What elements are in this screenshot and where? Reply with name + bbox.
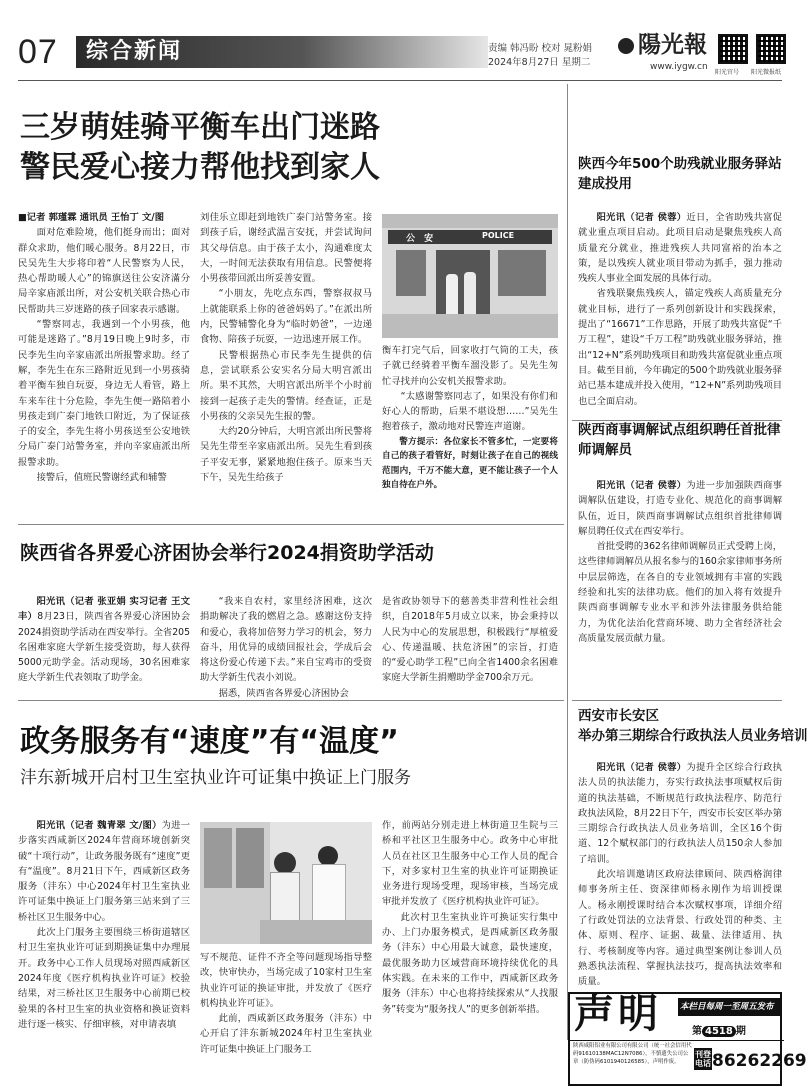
story2-paragraph: “我来自农村，家里经济困难，这次捐助解决了我的燃眉之急。感谢这份支持和爱心，我将加倍努力学习的机会，努力奋斗，用优异的成绩回报社会，学成后会将这份爱心传递下去。”来自宝鸡市的受资助大学新生代表小刘说。 [200, 596, 372, 684]
notice-phone-label: 刊登电话 [695, 1050, 711, 1068]
story1-byline: ■记者 郭瑾霖 通讯员 王怡丁 文/图 [18, 212, 164, 223]
story3-col1 [18, 818, 190, 1032]
police-sign-text-en: POLICE [482, 231, 515, 240]
side2-paragraph: 首批受聘的362名律师调解员正式受聘上岗，这些律师调解员从报名参与的160余家律师事务所中层层筛选，在各自的专业领域拥有丰富的实践经验和扎实的法律功底。他们的加入将有效提升陕西商事调解专业水平和涉外法律服务供给能力，为优化法治化营商环境、助力全省经济社会高质量发展贡献力量。 [578, 541, 782, 644]
story3-col2 [200, 950, 372, 1057]
story1-col3 [382, 343, 558, 493]
story1-paragraph: 刘佳乐立即赶到地铁广泰门站警务室。接到孩子后，谢经武温言安抚，并尝试询问其父母信息。由于孩子太小，沟通难度太大，一时间无法获取有用信息。民警便将小男孩带回派出所妥善安置。 [200, 212, 372, 285]
police-tip-label: 警方提示： [399, 436, 444, 447]
story3-subtitle: 沣东新城开启村卫生室执业许可证集中换证上门服务 [20, 768, 411, 788]
qr-code-icon [756, 34, 786, 64]
editors-line: 责编 韩冯盼 校对 晁粉娟 [488, 43, 593, 54]
clinic-service-photo [200, 822, 372, 944]
page-number: 07 [18, 33, 58, 71]
story1-paragraph: “小朋友，先吃点东西，警察叔叔马上就能联系上你的爸爸妈妈了。”在派出所内，民警辅警化身为“临时奶爸”，一边递食物、陪孩子玩耍，一边迅速开展工作。 [200, 288, 372, 346]
side1-paragraph: 省残联聚焦残疾人，锚定残疾人高质量充分就业目标，进行了一系列创新设计和实践探索，提出了“16671”工作思路，开展了助残共富促“千万工程”，建设“千万工程”助残就业服务驿站，推出“12+N”系列助残项目和助残共富促就业重点项目。截至目前，今年确定的500个助残就业服务驿站已基本建成并投入使用，“12+N”系列助残项目也已全面启动。 [578, 288, 782, 407]
story2-paragraph: 据悉，陕西省各界爱心济困协会 [218, 687, 349, 699]
side3-body [578, 760, 782, 989]
story1-paragraph: “太感谢警察同志了，如果没有你们和好心人的帮助，后果不堪设想……”吴先生抱着孩子，激动地对民警连声道谢。 [382, 390, 558, 433]
header-rule [18, 80, 782, 81]
story2-col3 [382, 594, 558, 686]
police-tip [382, 435, 558, 493]
story3-title: 政务服务有“速度”有“温度” [20, 724, 399, 759]
site-url[interactable]: www.iygw.cn [650, 62, 708, 72]
story1-title [20, 108, 560, 188]
side2-body [578, 478, 782, 646]
section-title: 综合新闻 [86, 39, 183, 64]
notice-issue [692, 1022, 746, 1037]
qr-label: 阳光微报纸 [751, 69, 782, 76]
side-rule [572, 700, 782, 701]
story3-lead: 为进一步落实西咸新区2024年营商环境创新突破“十项行动”，让政务服务既有“速度”更有“温度”。8月21日下午，西咸新区政务服务（沣东）中心2024年村卫生室执业许可证集中换证上门服务第三站来到了三桥社区卫生服务中心。 [18, 820, 190, 923]
story1-col2 [200, 210, 372, 485]
story2-col1 [18, 594, 190, 686]
story3-paragraph: 此次上门服务主要围绕三桥街道辖区村卫生室执业许可证到期换证集中办理展开。政务中心工作人员现场对照西咸新区2024年度《医疗机构执业许可证》校验结果，对三桥社区卫生服务中心前期已校验果的各村卫生室的执业资格和换证资料进行逐一核实、仔细审核，对申请表填 [18, 927, 190, 1030]
side3-lead: 为提升全区综合行政执法人员的执法能力，夯实行政执法事项赋权后街道的执法基础，不断规范行政执法程序、防范行政执法风险，8月22日下午，西安市长安区举办第三期综合行政执法人员业务培训，全区16个街道、12个赋权部门的行政执法人员150余人参加了培训。 [578, 762, 782, 865]
side2-paragraph [578, 478, 782, 539]
story3-paragraph: 此次村卫生室执业许可换证实行集中办、上门办服务模式，是西咸新区政务服务（沣东）中心用最大诚意，最快速度，最优服务助力区域营商环境持续优化的具体实践。在未来的工作中，西咸新区政务服务（沣东）中心也将持续探索从“人找服务”转变为“服务找人”的更多创新举措。 [382, 911, 558, 1015]
story3-byline: 阳光讯（记者 魏青翠 文/图） [36, 820, 162, 831]
side3-paragraph [578, 760, 782, 867]
story2-paragraph: 是省政协领导下的慈善类非营利性社会组织，自2018年5月成立以来，协会秉持以人民为中心的发展思想，积极践行“厚植爱心、传递温暖、扶危济困”的宗旨，打造的“爱心助学工程”已向全省1400余名困难家庭大学新生捐赠助学金700余万元。 [382, 596, 558, 684]
side3-title [578, 706, 808, 746]
story1-paragraph: 面对危难险境，他们挺身而出；面对群众求助，他们暖心服务。8月22日，市民吴先生大步将印着“人民警察为人民，热心帮助暖人心”的锦旗送往公安济滿分局辛家庙派出所，对公安机关联合热心市民帮助共三岁迷路的孩子回家表示感谢。 [18, 227, 190, 315]
notice-issue-no: 4518 [702, 1026, 736, 1037]
column-rule [567, 84, 568, 1040]
story3-col3 [382, 818, 558, 1017]
side1-byline: 阳光讯（记者 侯蓉） [596, 212, 687, 223]
side1-lead: 近日，全省助残共富促就业重点项目启动。此项目启动是聚焦残疾人高质量充分就业，推进残疾人共同富裕的治本之策，是以残疾人就业项目带动为抓手，强力推动残疾人事业全面发展的具体行动。 [578, 212, 782, 285]
story-rule [18, 700, 564, 701]
story1-title-line2: 警民爱心接力帮他找到家人 [20, 150, 380, 185]
side3-paragraph: 此次培训邀请区政府法律顾问、陕西格润律师事务所主任、资深律师杨永刚作为培训授课人。杨永刚授课时结合本次赋权事项，详细介绍了行政处罚法的立法背景、行政处罚的种类、主体、原则、程序、证据、裁量、法律适用、执行、考核制度等内容。通过典型案例让参训人员熟悉执法流程、掌握执法技巧，提高执法效率和质量。 [578, 869, 782, 988]
story-rule [18, 524, 564, 525]
notice-issue-prefix: 第 [692, 1026, 702, 1037]
story1-col1 [18, 210, 190, 485]
story3-paragraph: 写不规范、证件不齐全等问题现场指导整改，快审快办，当场完成了10家村卫生室执业许可证的换证审批，并发放了《医疗机构执业许可证》。 [200, 952, 372, 1009]
side1-title: 陕西今年500个助残就业服务驿站建成投用 [578, 156, 782, 192]
notice-rule [570, 1040, 784, 1041]
story1-title-line1: 三岁萌娃骑平衡车出门迷路 [20, 110, 380, 145]
qr-code-icon [718, 34, 748, 64]
paper-logo: 陽光報 [638, 31, 707, 58]
police-station-photo [382, 214, 558, 338]
story2-title: 陕西省各界爱心济困协会举行2024捐资助学活动 [20, 542, 434, 564]
police-tip-text: 各位家长不管多忙，一定要将自己的孩子看管好，时刻让孩子在自己的视线范围内，千万不能大意，更不能让孩子一个人独自待在户外。 [382, 436, 558, 491]
page-header [18, 30, 784, 74]
side3-title-line1: 西安市长安区 [578, 708, 659, 724]
side2-byline: 阳光讯（记者 侯蓉） [596, 480, 687, 491]
side2-lead: 为进一步加强陕西商事调解队伍建设，打造专业化、规范化的商事调解队伍，近日，陕西商事调解试点组织首批律师调解员聘任仪式在西安举行。 [578, 480, 782, 537]
notice-body: 陕西咸阳铝业有限公司有限公司（统一社会信用代码91610138MAC12N7086），不慎遗失公司公章（防伪码6101940126585），声明作废。 [573, 1043, 692, 1065]
story3-paragraph [18, 818, 190, 925]
side3-title-line2: 举办第三期综合行政执法人员业务培训 [578, 728, 808, 744]
sun-logo-icon [618, 38, 634, 54]
story1-paragraph: 衡车打完气后，回家收打气筒的工夫，孩子就已经骑着平衡车溜没影了。吴先生匆忙寻找并向公安机关报警求助。 [382, 345, 558, 387]
notice-issue-suffix: 期 [735, 1026, 746, 1037]
notice-title: 声明 [574, 991, 662, 1037]
notice-box [568, 991, 807, 1086]
story2-col2 [200, 594, 372, 701]
story3-paragraph: 作，前两站分别走进上林街道卫生院与三桥和平社区卫生服务中心。政务中心审批人员在社区卫生服务中心工作人员的配合下，对多家村卫生室的执业许可证期换证业务进行现场受理，现场审核，当场完成审批并发放了《医疗机构执业许可证》。 [382, 820, 558, 908]
side1-paragraph [578, 210, 782, 286]
story2-lead: 8月23日，陕西省各界爱心济困协会2024捐资助学活动在西安举行。全省205名困难家庭大学新生接受资助，每人获得5000元助学金。活动现场，30名困难家庭大学新生代表领取了助学金。 [18, 611, 190, 684]
story1-paragraph: “警察同志，我遇到一个小男孩，他可能是迷路了。”8月19日晚上9时多，市民李先生向辛家庙派出所报警求助。经了解，李先生在东三路附近见到一小男孩骑着平衡车独自玩耍，身边无人看管，路上车来车往十分危险，李先生便一路陪着小男孩走到广泰门地铁口附近，为了保证孩子的安全，李先生将小男孩送至公安地铁分局广泰门站警务室，并向辛家庙派出所报警求助。 [18, 319, 190, 468]
notice-phone[interactable]: 86262269 [712, 1051, 807, 1071]
story2-byline: 阳光讯（记者 张亚娟 实习记者 王文丰） [18, 596, 190, 623]
police-sign-text: 公 安 [406, 234, 437, 244]
notice-schedule-text: 本栏目每周一至周五发布 [680, 1002, 774, 1012]
side1-body [578, 210, 782, 409]
story1-paragraph: 接警后，值班民警谢经武和辅警 [36, 472, 167, 484]
story1-paragraph: 民警根据热心市民李先生提供的信息，尝试联系公安实名分局大明宫派出所。果不其然，大明宫派出所半个小时前接到一起孩子走失的警情。经查证，正是小男孩的父亲吴先生报的警。 [200, 349, 372, 422]
side3-byline: 阳光讯（记者 侯蓉） [596, 762, 687, 773]
side2-title: 陕西商事调解试点组织聘任首批律师调解员 [578, 422, 781, 458]
story1-paragraph: 大约20分钟后，大明宫派出所民警将吴先生带至辛家庙派出所。吴先生看到孩子平安无事，紧紧地抱住孩子。原来当天下午，吴先生给孩子 [200, 426, 372, 484]
story2-paragraph [18, 594, 190, 686]
story3-paragraph: 此前，西咸新区政务服务（沣东）中心开启了沣东新城2024年村卫生室执业许可证集中换证上门服务工 [200, 1013, 372, 1055]
issue-date: 2024年8月27日 星期二 [488, 57, 591, 68]
qr-label: 阳光官号 [715, 69, 740, 76]
